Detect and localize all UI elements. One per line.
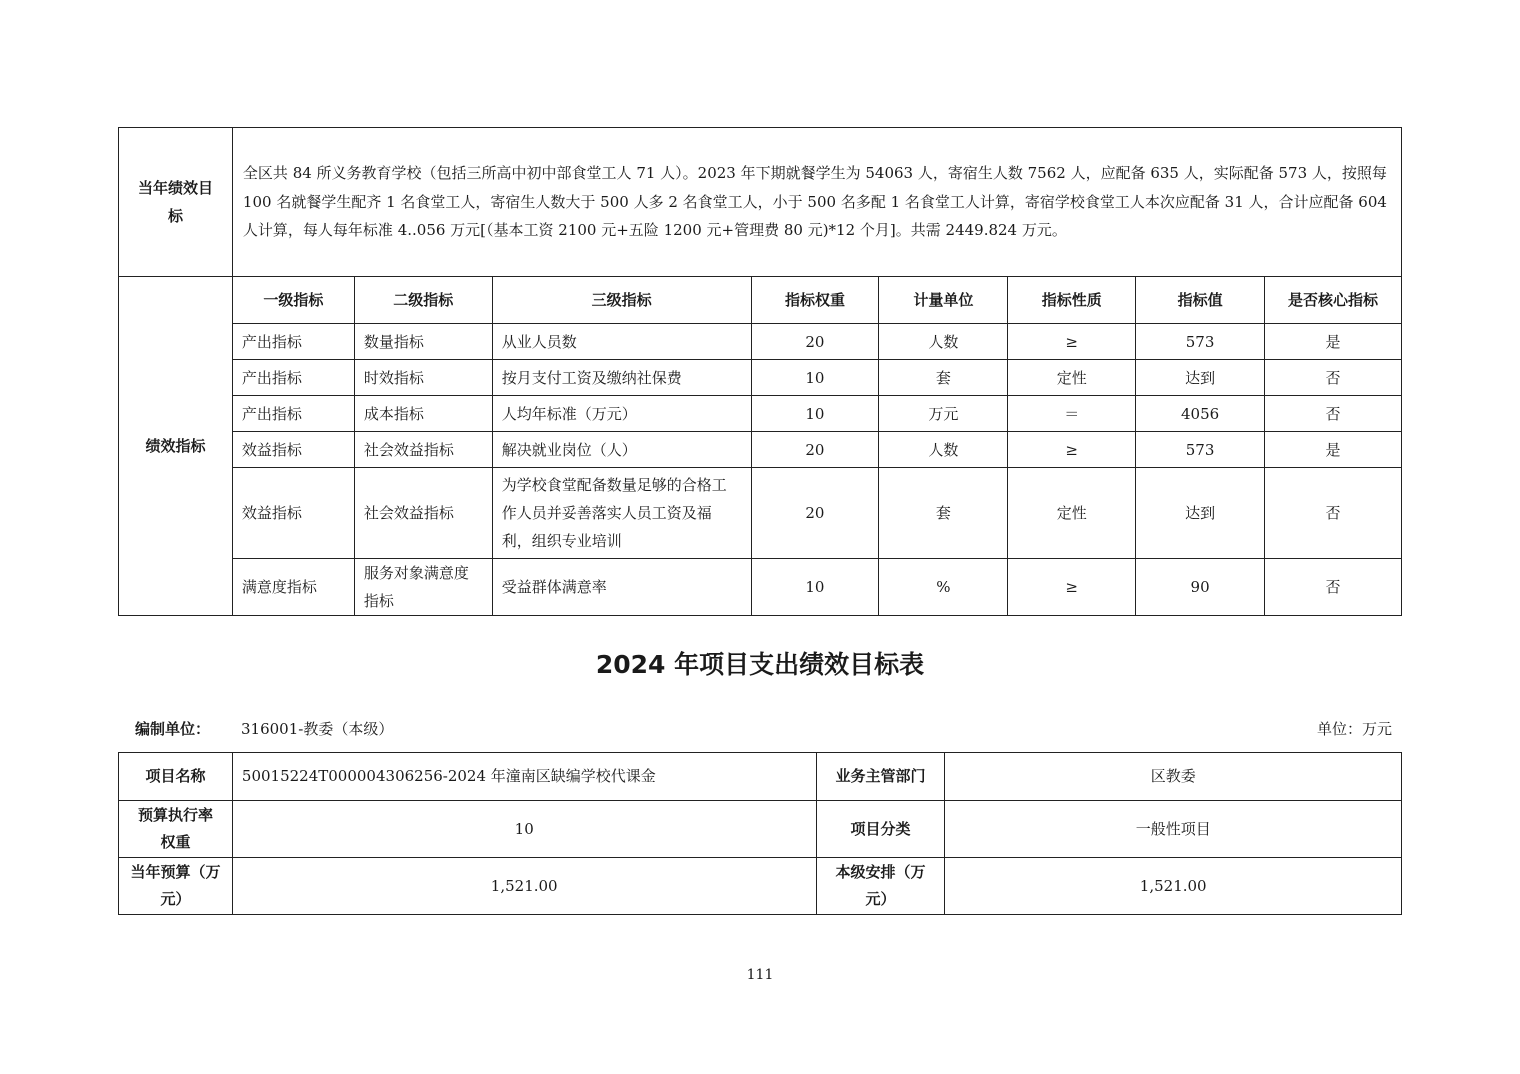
project-name-value: 50015224T000004306256-2024 年潼南区缺编学校代课金 xyxy=(232,753,816,801)
table-cell: 达到 xyxy=(1136,360,1265,396)
project-info-table xyxy=(118,752,1402,915)
goal-label: 当年绩效目标 xyxy=(119,128,233,277)
table-cell: 产出指标 xyxy=(232,324,354,360)
table-cell: 是 xyxy=(1265,432,1402,468)
compile-unit-value: 316001-教委（本级） xyxy=(241,720,394,738)
table-cell: 按月支付工资及缴纳社保费 xyxy=(492,360,751,396)
table-row xyxy=(119,324,1402,360)
arrange-value: 1,521.00 xyxy=(945,858,1402,915)
table-cell: 数量指标 xyxy=(354,324,492,360)
table-cell: 否 xyxy=(1265,559,1402,616)
budget-label: 当年预算（万元） xyxy=(119,858,233,915)
table-cell: 否 xyxy=(1265,396,1402,432)
performance-goal-table xyxy=(118,127,1402,616)
table-cell: 否 xyxy=(1265,360,1402,396)
table-cell: 产出指标 xyxy=(232,396,354,432)
table-cell: 人数 xyxy=(879,432,1008,468)
header-cell: 指标性质 xyxy=(1008,277,1136,324)
dept-value: 区教委 xyxy=(945,753,1402,801)
table-row xyxy=(119,360,1402,396)
compile-unit-row xyxy=(118,718,1392,740)
header-cell: 计量单位 xyxy=(879,277,1008,324)
dept-label: 业务主管部门 xyxy=(816,753,945,801)
header-cell: 是否核心指标 xyxy=(1265,277,1402,324)
table-cell: 定性 xyxy=(1008,468,1136,559)
table-cell: 效益指标 xyxy=(232,432,354,468)
table-cell: 成本指标 xyxy=(354,396,492,432)
table-cell: 套 xyxy=(879,468,1008,559)
header-cell: 二级指标 xyxy=(354,277,492,324)
budget-value: 1,521.00 xyxy=(232,858,816,915)
table-cell: 20 xyxy=(751,324,879,360)
table-cell: 从业人员数 xyxy=(492,324,751,360)
project-name-label: 项目名称 xyxy=(119,753,233,801)
header-cell: 指标权重 xyxy=(751,277,879,324)
table-cell: 受益群体满意率 xyxy=(492,559,751,616)
table-cell: 达到 xyxy=(1136,468,1265,559)
table-cell: 90 xyxy=(1136,559,1265,616)
table-cell: 10 xyxy=(751,360,879,396)
page-title: 2024 年项目支出绩效目标表 xyxy=(595,650,925,679)
category-label: 项目分类 xyxy=(816,801,945,858)
table-cell: 20 xyxy=(751,468,879,559)
table-cell: 产出指标 xyxy=(232,360,354,396)
table-cell: 573 xyxy=(1136,324,1265,360)
rate-value: 10 xyxy=(232,801,816,858)
unit-label: 单位：万元 xyxy=(1316,720,1392,738)
table-cell: 解决就业岗位（人） xyxy=(492,432,751,468)
table-cell: % xyxy=(879,559,1008,616)
table-cell: 20 xyxy=(751,432,879,468)
header-cell: 一级指标 xyxy=(232,277,354,324)
table-cell: ＝ xyxy=(1008,396,1136,432)
goal-text: 全区共 84 所义务教育学校（包括三所高中初中部食堂工人 71 人）。2023 年下期就餐学生为 54063 人，寄宿生人数 7562 人，应配备 635 人，实际配备 573 人，按照每 100 名就餐学生配齐 1 名食堂工人，寄宿生人数大于 500 人多 2 名食堂工人，小于 500 名多配 1 名食堂工人计算，寄宿学校食堂工人本次应配备 31 人，合计应配备 604 人计算，每人每年标准 4..056 万元[（基本工资 2100 元+五险 1200 元+管理费 80 元)*12 个月]。共需 2449.824 万元。 xyxy=(232,128,1401,277)
table-cell: 为学校食堂配备数量足够的合格工作人员并妥善落实人员工资及福利，组织专业培训 xyxy=(492,468,751,559)
table-row xyxy=(119,432,1402,468)
indicator-label: 绩效指标 xyxy=(119,277,233,616)
table-cell: 社会效益指标 xyxy=(354,432,492,468)
table-cell: 是 xyxy=(1265,324,1402,360)
table-cell: 人均年标准（万元） xyxy=(492,396,751,432)
table-cell: 4056 xyxy=(1136,396,1265,432)
table-cell: 定性 xyxy=(1008,360,1136,396)
category-value: 一般性项目 xyxy=(945,801,1402,858)
page-number: 111 xyxy=(746,967,774,983)
table-cell: 社会效益指标 xyxy=(354,468,492,559)
table-cell: 满意度指标 xyxy=(232,559,354,616)
header-cell: 指标值 xyxy=(1136,277,1265,324)
table-cell: ≥ xyxy=(1008,559,1136,616)
arrange-label: 本级安排（万元） xyxy=(816,858,945,915)
table-row xyxy=(119,396,1402,432)
table-cell: ≥ xyxy=(1008,324,1136,360)
compile-unit-label: 编制单位： xyxy=(135,720,211,738)
table-cell: 人数 xyxy=(879,324,1008,360)
table-cell: 套 xyxy=(879,360,1008,396)
table-cell: 服务对象满意度指标 xyxy=(354,559,492,616)
table-cell: 效益指标 xyxy=(232,468,354,559)
table-cell: 时效指标 xyxy=(354,360,492,396)
table-cell: 10 xyxy=(751,559,879,616)
table-row xyxy=(119,468,1402,559)
table-cell: 否 xyxy=(1265,468,1402,559)
rate-label: 预算执行率权重 xyxy=(119,801,233,858)
table-cell: ≥ xyxy=(1008,432,1136,468)
table-cell: 万元 xyxy=(879,396,1008,432)
table-row xyxy=(119,559,1402,616)
header-cell: 三级指标 xyxy=(492,277,751,324)
table-cell: 10 xyxy=(751,396,879,432)
table-cell: 573 xyxy=(1136,432,1265,468)
